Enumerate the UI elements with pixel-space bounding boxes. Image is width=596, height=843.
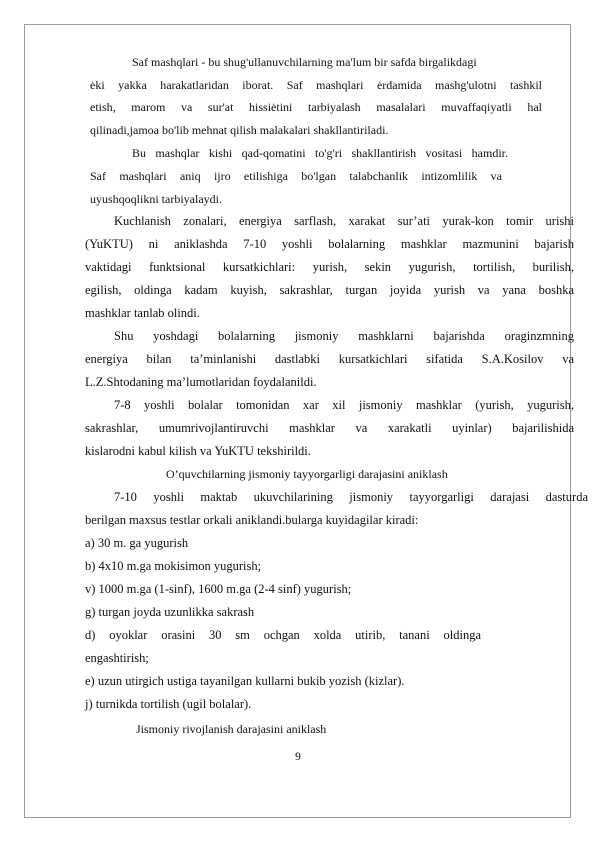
list-item: a) 30 m. ga yugurish (85, 536, 189, 550)
list-item: b) 4x10 m.ga mokisimon yugurish; (85, 559, 262, 573)
section-heading: O’quvchilarning jismoniy tayyorgarligi darajasini aniklash (166, 467, 448, 481)
text-line: (YuKTU) ni aniklashda 7-10 yoshli bolalarning mashklar mazmunini bajarish (85, 237, 574, 251)
list-item: e) uzun utirgich ustiga tayanilgan kullarni bukib yozish (kizlar). (85, 674, 405, 688)
text-line: etish, marom va sur'at hissiėtini tarbiyalash masalalari muvaffaqiyatli hal (90, 100, 542, 114)
list-item: j) turnikda tortilish (ugil bolalar). (85, 697, 252, 711)
text-line: Shu yoshdagi bolalarning jismoniy mashklarni bajarishda oraginzmning (114, 329, 574, 343)
text-line: energiya bilan ta’minlanishi dastlabki kursatkichlari sifatida S.A.Kosilov va (85, 352, 574, 366)
footer-heading: Jismoniy rivojlanish darajasini aniklash (136, 722, 327, 736)
text-line: berilgan maxsus testlar orkali aniklandi.bularga kuyidagilar kiradi: (85, 513, 419, 527)
text-line: Kuchlanish zonalari, energiya sarflash, xarakat sur’ati yurak-kon tomir urishi (114, 214, 574, 228)
list-item: engashtirish; (85, 651, 149, 665)
text-line: ėki yakka harakatlaridan iborat. Saf mashqlari ėrdamida mashg'ulotni tashkil (90, 78, 542, 92)
text-line: Saf mashqlari aniq ijro etilishiga bo'lgan talabchanlik intizomlilik va (90, 169, 502, 183)
text-line: Bu mashqlar kishi qad-qomatini to'g'ri shakllantirish vositasi hamdir. (132, 146, 508, 160)
text-line: L.Z.Shtodaning ma’lumotlaridan foydalanildi. (85, 375, 317, 389)
text-line: sakrashlar, umumrivojlantiruvchi mashklar va xarakatli uyinlar) bajarilishida (85, 421, 574, 435)
text-line: kislarodni kabul kilish va YuKTU tekshirildi. (85, 444, 311, 458)
text-line: 7-10 yoshli maktab ukuvchilarining jismoniy tayyorgarligi darajasi dasturda (114, 490, 588, 504)
page-number: 9 (295, 751, 301, 763)
text-line: vaktidagi funktsional kursatkichlari: yurish, sekin yugurish, tortilish, burilish, (85, 260, 574, 274)
text-line: 7-8 yoshli bolalar tomonidan xar xil jismoniy mashklar (yurish, yugurish, (114, 398, 574, 412)
text-line: qilinadi,jamoa bo'lib mehnat qilish malakalari shakllantiriladi. (90, 123, 389, 137)
text-line: uyushqoqlikni tarbiyalaydi. (90, 192, 222, 206)
text-line: Saf mashqlari - bu shug'ullanuvchilarning ma'lum bir safda birgalikdagi (132, 55, 477, 69)
list-item: g) turgan joyda uzunlikka sakrash (85, 605, 255, 619)
list-item: d) oyoklar orasini 30 sm ochgan xolda utirib, tanani oldinga (85, 628, 481, 642)
text-line: mashklar tanlab olindi. (85, 306, 200, 320)
list-item: v) 1000 m.ga (1-sinf), 1600 m.ga (2-4 sinf) yugurish; (85, 582, 352, 596)
text-line: egilish, oldinga kadam kuyish, sakrashlar, turgan joyida yurish va yana boshka (85, 283, 574, 297)
